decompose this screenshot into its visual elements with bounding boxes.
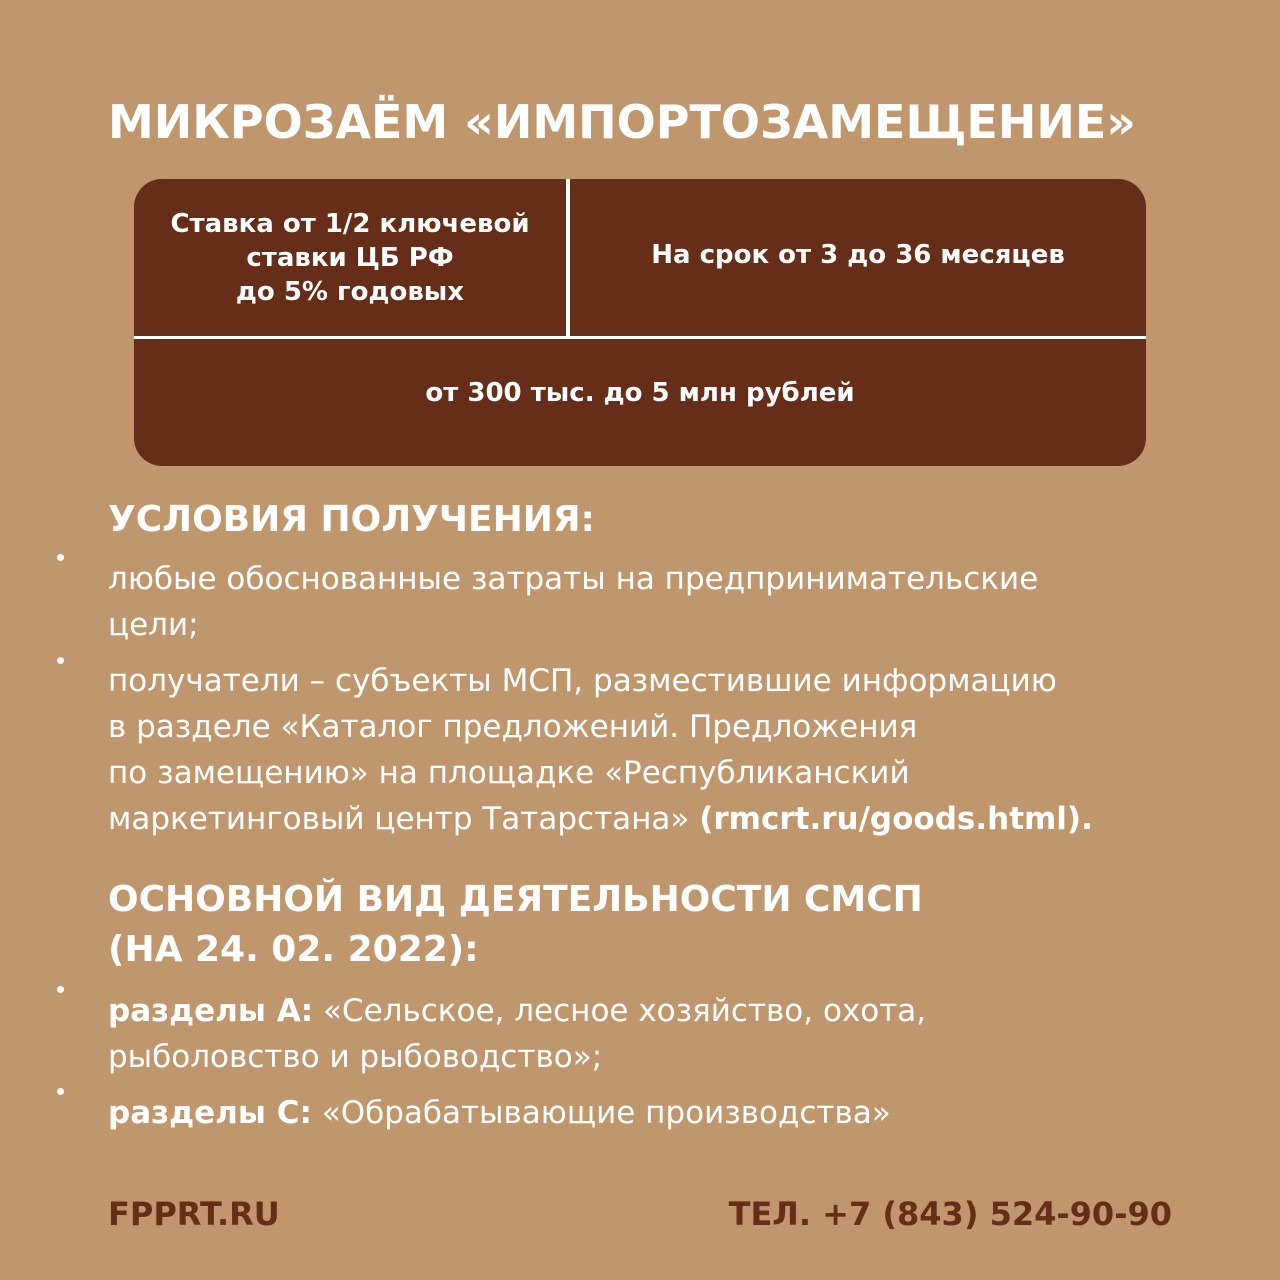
rate-text (170, 207, 529, 309)
conditions-heading: УСЛОВИЯ ПОЛУЧЕНИЯ: (108, 499, 595, 540)
term-text: На срок от 3 до 36 месяцев (651, 240, 1065, 270)
catalog-link[interactable]: (rmcrt.ru/goods.html). (699, 801, 1093, 837)
bullet-icon (57, 1088, 64, 1095)
amount-cell (134, 339, 1146, 466)
bullet-icon (57, 657, 64, 664)
conditions-item-costs (108, 556, 1188, 648)
footer-phone[interactable]: ТЕЛ. +7 (843) 524-90-90 (728, 1195, 1172, 1233)
item-line: любые обоснованные затраты на предпринимательские (108, 561, 1039, 597)
rate-cell (134, 179, 566, 337)
bullet-icon (57, 986, 64, 993)
item-line: цели; (108, 607, 199, 643)
section-c-text: «Обрабатывающие производства» (311, 1095, 891, 1131)
item-line: по замещению» на площадке «Республиканский (108, 755, 910, 791)
rate-line: до 5% годовых (235, 277, 465, 307)
footer-site-link[interactable]: FPPRT.RU (108, 1195, 280, 1233)
item-line: рыболовство и рыбоводство»; (108, 1039, 603, 1075)
conditions-item-recipients (108, 658, 1188, 842)
rate-line: Ставка от 1/2 ключевой (170, 209, 530, 239)
activity-item-section-c (108, 1090, 1188, 1136)
bullet-icon (57, 554, 64, 561)
activity-item-section-a (108, 988, 1188, 1080)
item-line-text: маркетинговый центр Татарстана» (108, 801, 690, 837)
page-title: МИКРОЗАЁМ «ИМПОРТОЗАМЕЩЕНИЕ» (108, 95, 1136, 149)
item-line: получатели – субъекты МСП, разместившие информацию (108, 663, 1057, 699)
loan-terms-box (134, 179, 1146, 466)
item-line-with-link (108, 796, 1188, 842)
item-line (108, 1090, 1188, 1136)
item-line: в разделе «Каталог предложений. Предложения (108, 709, 918, 745)
activity-heading-line: ОСНОВНОЙ ВИД ДЕЯТЕЛЬНОСТИ СМСП (108, 879, 923, 920)
rate-line: ставки ЦБ РФ (246, 243, 454, 273)
activity-heading-line: (НА 24. 02. 2022): (108, 929, 479, 970)
section-a-text: «Сельское, лесное хозяйство, охота, (313, 993, 927, 1029)
term-cell (570, 179, 1146, 331)
section-a-label: разделы А: (108, 993, 314, 1029)
item-line (108, 988, 1188, 1034)
activity-heading (108, 875, 923, 975)
section-c-label: разделы С: (108, 1095, 312, 1131)
amount-text: от 300 тыс. до 5 млн рублей (425, 377, 855, 408)
